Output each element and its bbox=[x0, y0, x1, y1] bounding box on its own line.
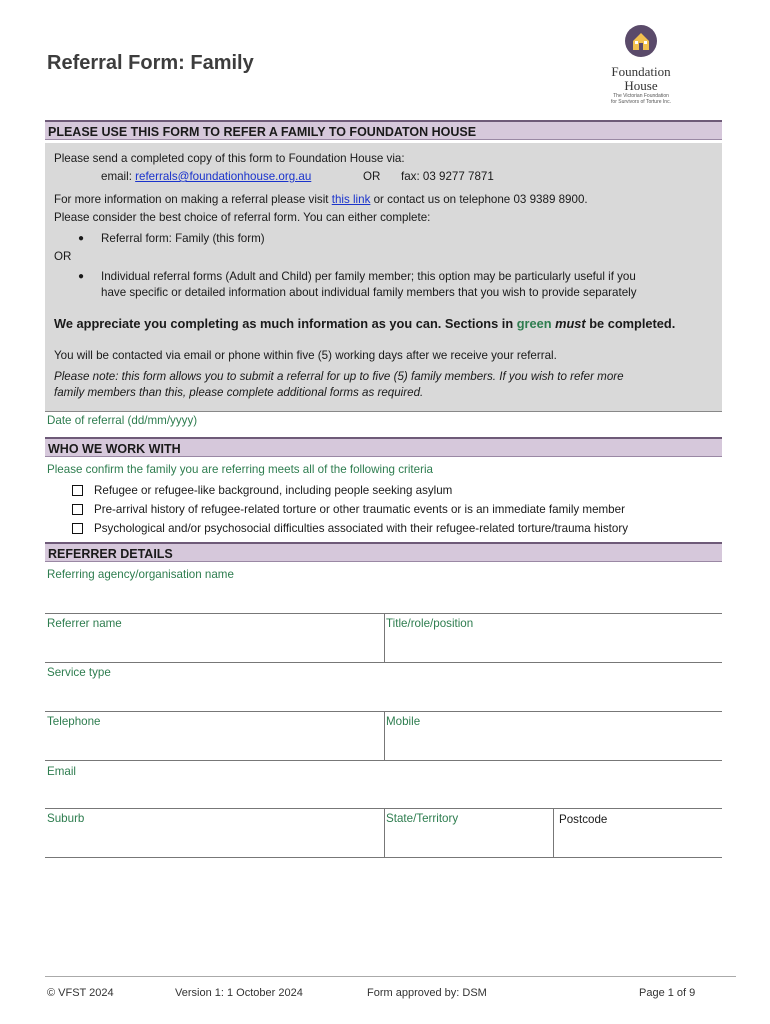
bullet-icon: ● bbox=[78, 271, 85, 282]
option-2-line-1: Individual referral forms (Adult and Child) per family member; this option may be particularly useful if you bbox=[101, 270, 636, 283]
criteria-label-1: Refugee or refugee-like background, including people seeking asylum bbox=[94, 484, 453, 497]
footer-page-number: Page 1 of 9 bbox=[639, 987, 696, 999]
suburb-input[interactable] bbox=[45, 828, 383, 856]
foundation-house-logo bbox=[596, 24, 686, 106]
note-line-1: Please note: this form allows you to submit a referral for up to five (5) family members. If you wish to refer more bbox=[54, 370, 624, 383]
mobile-label: Mobile bbox=[386, 715, 421, 728]
divider bbox=[384, 614, 385, 663]
or-text: OR bbox=[363, 170, 381, 183]
divider bbox=[45, 760, 722, 761]
date-of-referral-label: Date of referral (dd/mm/yyyy) bbox=[47, 414, 198, 427]
email-label: email: bbox=[101, 170, 136, 183]
state-territory-input[interactable] bbox=[385, 828, 552, 856]
footer-approved: Form approved by: DSM bbox=[367, 987, 487, 999]
criteria-label-3: Psychological and/or psychosocial difficulties associated with their refugee-related torture/trauma history bbox=[94, 522, 629, 535]
or-text-2: OR bbox=[54, 250, 72, 263]
postcode-input[interactable] bbox=[554, 828, 722, 856]
house-icon bbox=[624, 24, 658, 58]
footer-copyright: © VFST 2024 bbox=[47, 987, 114, 999]
who-we-work-with-header: WHO WE WORK WITH bbox=[45, 437, 722, 457]
agency-input[interactable] bbox=[45, 584, 722, 612]
more-info-line bbox=[54, 192, 588, 207]
more-info-pre: For more information on making a referral please visit bbox=[54, 193, 332, 206]
choice-text: Please consider the best choice of referral form. You can either complete: bbox=[54, 211, 431, 224]
logo-name-2: House bbox=[624, 78, 658, 93]
email-link[interactable]: referrals@foundationhouse.org.au bbox=[135, 170, 312, 183]
criteria-checkbox-3[interactable] bbox=[72, 523, 83, 534]
footer-version: Version 1: 1 October 2024 bbox=[175, 987, 303, 999]
postcode-label: Postcode bbox=[559, 813, 608, 826]
appreciate-text bbox=[54, 316, 675, 331]
referrer-name-input[interactable] bbox=[45, 633, 383, 661]
contact-text: You will be contacted via email or phone within five (5) working days after we receive your referral. bbox=[54, 349, 557, 362]
divider bbox=[45, 857, 722, 858]
referrer-details-header: REFERRER DETAILS bbox=[45, 542, 722, 562]
divider bbox=[45, 662, 722, 663]
option-2-line-2: have specific or detailed information about individual family members that you wish to provide separately bbox=[101, 286, 637, 299]
appreciate-pre: We appreciate you completing as much information as you can. Sections in bbox=[54, 316, 517, 331]
appreciate-green: green bbox=[516, 316, 552, 331]
logo-tag-2: for Survivors of Torture Inc. bbox=[611, 99, 671, 105]
logo-tag-1: The Victorian Foundation bbox=[613, 93, 669, 99]
date-of-referral-input[interactable] bbox=[280, 412, 720, 432]
send-text: Please send a completed copy of this form to Foundation House via: bbox=[54, 152, 405, 165]
this-link[interactable]: this link bbox=[331, 193, 371, 206]
criteria-label-2: Pre-arrival history of refugee-related torture or other traumatic events or is an immediate family member bbox=[94, 503, 625, 516]
mobile-input[interactable] bbox=[385, 731, 722, 759]
agency-label: Referring agency/organisation name bbox=[47, 568, 234, 581]
footer-divider bbox=[45, 976, 736, 977]
note-line-2: family members than this, please complete additional forms as required. bbox=[54, 386, 424, 399]
criteria-checkbox-1[interactable] bbox=[72, 485, 83, 496]
criteria-checkbox-2[interactable] bbox=[72, 504, 83, 515]
appreciate-must: must bbox=[555, 316, 586, 331]
telephone-label: Telephone bbox=[47, 715, 101, 728]
divider bbox=[384, 809, 385, 858]
email-label-field: Email bbox=[47, 765, 76, 778]
state-territory-label: State/Territory bbox=[386, 812, 459, 825]
referrer-name-label: Referrer name bbox=[47, 617, 122, 630]
option-1: Referral form: Family (this form) bbox=[101, 232, 265, 245]
email-line bbox=[101, 169, 311, 184]
bullet-icon: ● bbox=[78, 233, 85, 244]
more-info-post: or contact us on telephone 03 9389 8900. bbox=[370, 193, 588, 206]
divider bbox=[553, 809, 554, 858]
fax-text: fax: 03 9277 7871 bbox=[401, 170, 494, 183]
divider bbox=[384, 712, 385, 761]
service-type-input[interactable] bbox=[45, 682, 722, 710]
suburb-label: Suburb bbox=[47, 812, 85, 825]
appreciate-post: be completed. bbox=[585, 316, 676, 331]
confirm-criteria-label: Please confirm the family you are referring meets all of the following criteria bbox=[47, 463, 433, 476]
logo-name-1: Foundation bbox=[611, 64, 671, 79]
title-role-input[interactable] bbox=[385, 633, 722, 661]
email-input[interactable] bbox=[45, 781, 722, 807]
title-role-label: Title/role/position bbox=[386, 617, 474, 630]
telephone-input[interactable] bbox=[45, 731, 383, 759]
service-type-label: Service type bbox=[47, 666, 111, 679]
page-title: Referral Form: Family bbox=[47, 52, 254, 74]
intro-header: PLEASE USE THIS FORM TO REFER A FAMILY TO FOUNDATON HOUSE bbox=[45, 120, 722, 140]
